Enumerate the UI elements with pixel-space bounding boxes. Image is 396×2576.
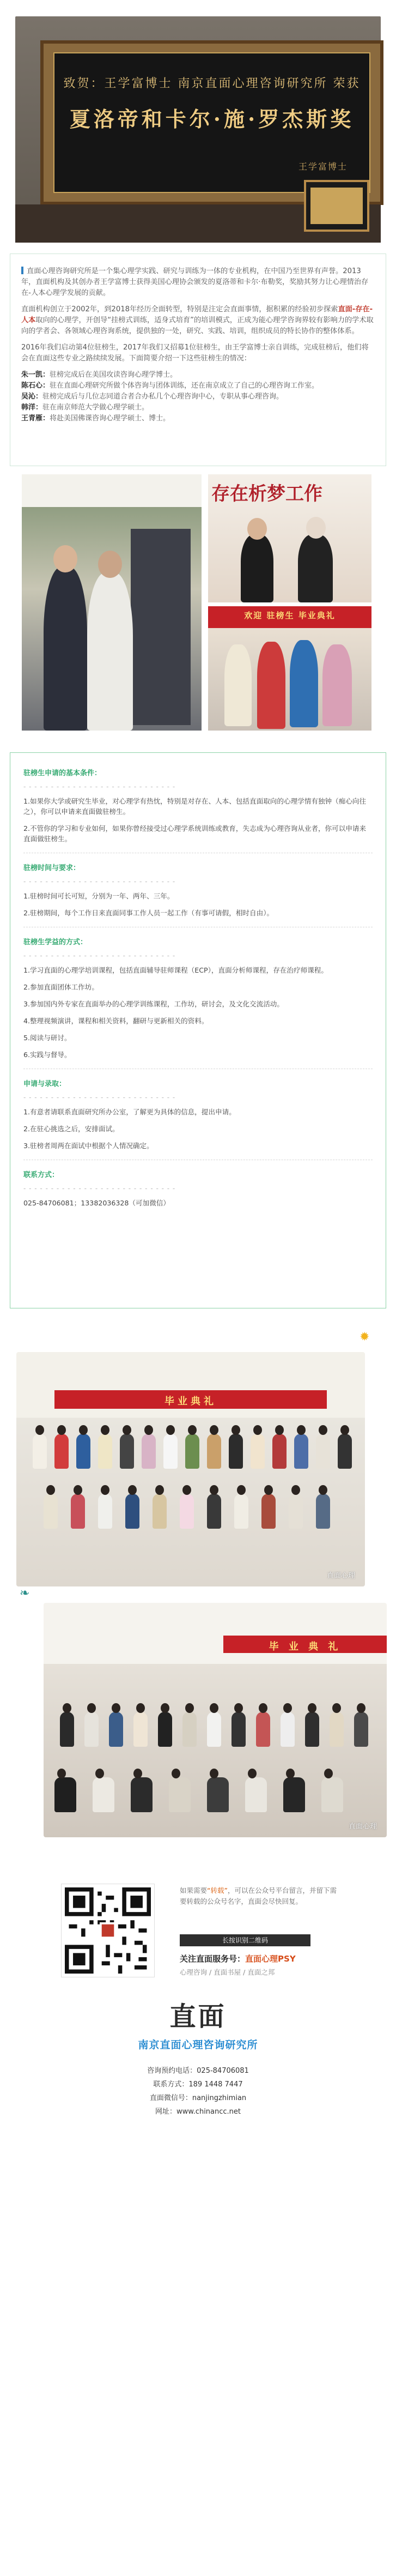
plaque-line-3: 王学富博士 <box>298 161 348 172</box>
resident-item: 韩洋：驻在南京师范大学做心理学硕士。 <box>21 403 149 412</box>
person <box>224 644 252 726</box>
sun-icon: ✹ <box>360 1330 370 1344</box>
highlight-orientation: 直面-存在-人本 <box>21 305 373 324</box>
person <box>290 640 318 727</box>
mobile-phone[interactable]: 联系方式：189 1448 7447 <box>153 2080 243 2089</box>
resident-item: 陈石心：驻在直面心理研究所做个体咨询与团体训练，还在南京成立了自己的心理咨询工作室。 <box>21 382 319 390</box>
duration-item: 1.驻榜时间可长可短，分别为一年、两年、三年。 <box>23 892 174 900</box>
wechat-id: 直面微信号：nanjingzhimian <box>149 2094 247 2102</box>
ceremony-photo-audience <box>44 1603 387 1837</box>
graduation-banner: 欢迎 驻榜生 毕业典礼 <box>208 606 371 628</box>
benefit-item: 1.学习直面的心理学培训课程，包括直面辅导驻师课程（ECP），直面分析师课程，存在治疗师课程。 <box>23 966 328 974</box>
intro-paragraph-1: 直面心理咨询研究所是一个集心理学实践、研究与训练为一体的专业机构，在中国乃至世界有声誉。2013年，直面机构及其创办者王学富博士获得美国心理协会颁发的夏洛蒂和卡尔·布勒奖，奖励其努力让心理情治存在-人本心理学发展的贡献。 <box>21 267 369 297</box>
ceremony-banner: 毕业典礼 <box>54 1390 327 1409</box>
section-heading: 驻榜生学益的方式： <box>23 938 88 946</box>
plaque-line-2: 夏洛帝和卡尔·施·罗杰斯奖 <box>69 107 355 131</box>
plaque-calligraphy <box>53 52 370 193</box>
benefit-item: 5.阅读与研讨。 <box>23 1034 71 1042</box>
benefit-item: 3.参加国内外专家在直面举办的心理学训练课程，工作坊，研讨会，及文化交流活动。 <box>23 1000 284 1008</box>
resident-item: 王青雁：将赴美国佛课咨询心理学硕士、博士。 <box>21 414 170 423</box>
benefit-item: 4.整理视频演讲，课程和相关资料，翻研与更新相关的资料。 <box>23 1017 209 1025</box>
scan-qr-label: 长按识别二维码 <box>180 1934 310 1946</box>
watermark: 直面心理 <box>348 1823 377 1831</box>
application-item: 2.在驻心挑选之后，安排面试。 <box>23 1125 119 1133</box>
section-heading: 联系方式： <box>23 1171 59 1179</box>
application-item: 3.驻榜者周两在面试中根据个人情况确定。 <box>23 1142 154 1150</box>
qr-code-icon <box>65 1887 151 1974</box>
contact-phone[interactable]: 025-84706081；13382036328（可加微信） <box>23 1199 170 1207</box>
watermark: 直面心理 <box>326 1572 355 1580</box>
intro-card <box>10 254 386 466</box>
requirement-item: 2.不管你的学习和专业如何，如果你曾经接受过心理学系统训练或教育，失志成为心理咨询从业者，你可以申请来直面做驻榜生。 <box>23 824 367 843</box>
person <box>44 567 87 731</box>
group-photo-indoor <box>22 474 202 731</box>
application-item: 1.有意者请联系直面研究所办公室，了解更为具体的信息，提出申请。 <box>23 1108 236 1116</box>
person <box>298 534 333 602</box>
benefit-item: 2.参加直面团体工作坊。 <box>23 983 99 991</box>
plaque-line-1: 致贺：王学富博士 南京直面心理咨询研究所 荣获 <box>63 77 361 91</box>
website-link[interactable]: 网址：www.chinancc.net <box>155 2108 241 2116</box>
duration-item: 2.驻榜期间，每个工作日来直面同事工作人员一起工作（有事可请假，相时自由）。 <box>23 909 274 917</box>
leaf-icon: ❧ <box>20 1586 30 1600</box>
award-certificate <box>304 180 369 232</box>
section-heading: 驻榜时间与要求： <box>23 864 81 872</box>
resident-requirements-card: 驻榜生申请的基本条件： - - - - - - - - - - - - - - - - - - - - - - - - - - - - 1.如果你大学或研究生毕业，对心理学有热忱，特别是对存在、人本、包括直面取向的心理学情有独钟（痴心向往之），你可以申请来直面做驻榜生。 2.不管你的学习和专业如何，如果你曾经接受过心理学系统训练或教育，失志成为心理咨询从业者，你可以申请来直面做驻榜生。 驻榜时间与要求： - - - - - - - - - - - - - - - - - - - - - - - - - - - - 1.驻榜时间可长可短，分别为一年、两年、三年。 2.驻榜期间，每个工作日来直面同事工作人员一起工作（有事可请假，相时自由）。 驻榜生学益的方式： - - - - - - - - - - - - - - - - - - - - - - - - - - - - 1.学习直面的心理学培训课程，包括直面辅导驻师课程（ECP），直面分析师课程，存在治疗师课程。 2.参加直面团体工作坊。 3.参加国内外专家在直面举办的心理学训练课程，工作坊，研讨会，及文化交流活动。 4.整理视频演讲，课程和相关资料，翻研与更新相关的资料。 5.阅读与研讨。 6.实践与督导。 申请与录取： - - - - - - - - - - - - - - - - - - - - - - - - - - - - 1.有意者请联系直面研究所办公室，了解更为具体的信息，提出申请。 2.在驻心挑选之后，安排面试。 3.驻榜者周两在面试中根据个人情况确定。 联系方式： - - - - - - - - - - - - - - - - - - - - - - - - - - - - 025-84706081；13382036328（可加微信） <box>10 752 386 1308</box>
workshop-photo <box>208 474 371 602</box>
intro-paragraph-2: 直面机构创立于2002年，到2018年经历全面转型，特别是注定会直面事情，据积累的经验初步探索直面-存在-人本取向的心理学，开创导“挂榜式训练，适身式培育”的培训模式，正成为能心理学咨询界较有影响力的学术取向的学者会、各领域心理咨询系统，提供独的一处，研究、实践、培训，组织成员的特长协作的整体体系。 <box>21 305 374 335</box>
repost-tips: 如果需要“转载”，可以在公众号平台留言，并留下需要转载的公众号名字，直面会尽快回复。 <box>180 1886 337 1905</box>
ceremony-banner: 毕 业 典 礼 <box>223 1636 387 1653</box>
section-heading: 申请与录取： <box>23 1080 66 1088</box>
follow-account[interactable]: 关注直面服务号：直面心理PSY <box>180 1954 296 1964</box>
organization-name: 南京直面心理咨询研究所 <box>138 2039 258 2051</box>
section-heading: 驻榜生申请的基本条件： <box>23 769 102 777</box>
intro-paragraph-3: 2016年我们启动第4位驻榜生，2017年我们又招募1位驻榜生，由王学富博士亲自训练，完成驻榜后，他们将会在直面这些专业之路续续发展。下面简要介绍一下这些驻榜生的情况： <box>21 343 369 363</box>
person <box>241 534 273 602</box>
person <box>87 572 133 731</box>
brand-logo: 直面 <box>169 2001 227 2032</box>
ceremony-photo-group <box>16 1352 365 1586</box>
resident-item: 朱一凯：驻榜完成后在美国攻读咨询心理学博士。 <box>21 371 178 379</box>
graduation-photo <box>208 606 371 731</box>
resident-item: 吴沁：驻榜完成后与几位志同道合者合办私几个心理咨询中心，专职从事心理咨询。 <box>21 393 284 401</box>
award-plaque-photo <box>15 16 381 243</box>
requirement-item: 1.如果你大学或研究生毕业，对心理学有热忱，特别是对存在、人本、包括直面取向的心理学情有独钟（痴心向往之），你可以申请来直面做驻榜生。 <box>23 797 367 816</box>
contact-block <box>0 2064 396 2119</box>
qr-code[interactable] <box>61 1884 155 1977</box>
person <box>322 644 352 726</box>
accent-bar <box>21 267 23 274</box>
person <box>257 642 285 729</box>
service-menu: 心理咨询 / 直面书屋 / 直面之邦 <box>180 1968 275 1976</box>
benefit-item: 6.实践与督导。 <box>23 1051 71 1059</box>
doorway <box>131 529 191 725</box>
workshop-banner: 存在析梦工作 <box>211 483 322 505</box>
booking-phone[interactable]: 咨询预约电话：025-84706081 <box>147 2067 249 2075</box>
resident-list <box>21 370 375 424</box>
